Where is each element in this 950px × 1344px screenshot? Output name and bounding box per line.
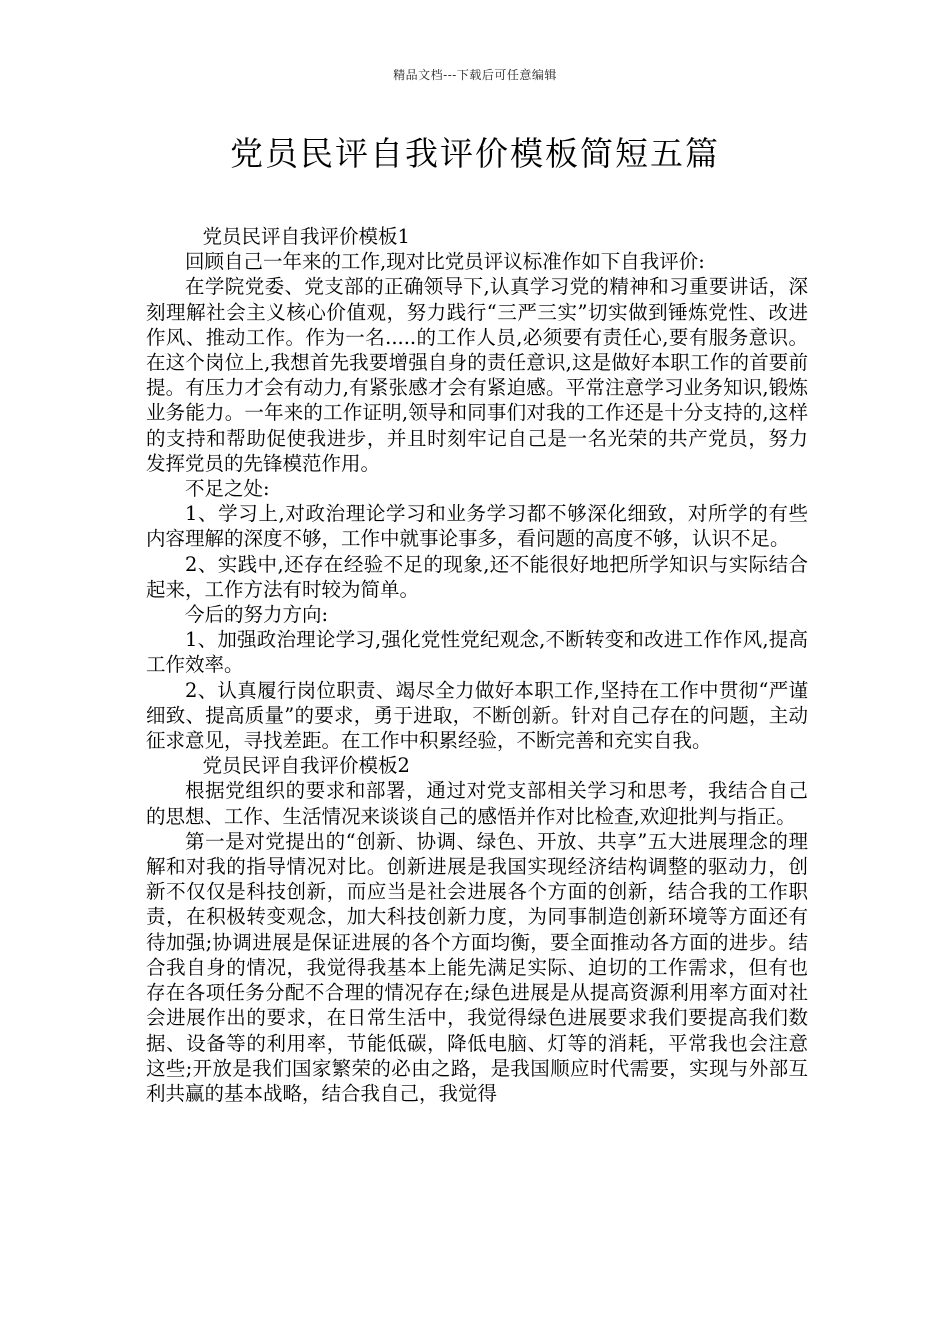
paragraph: 1、加强政治理论学习,强化党性党纪观念,不断转变和改进工作作风,提高工作效率。 [146,628,808,677]
document-title: 党员民评自我评价模板简短五篇 [230,134,720,173]
paragraph: 2、实践中,还存在经验不足的现象,还不能很好地把所学知识与实际结合起来，工作方法有时较为简单。 [146,552,808,601]
paragraph: 2、认真履行岗位职责、竭尽全力做好本职工作,坚持在工作中贯彻“严谨细致、提高质量”的要求，勇于进取，不断创新。针对自己存在的问题，主动征求意见，寻找差距。在工作中积累经验，不断完善和充实自我。 [146,678,808,753]
paragraph: 第一是对党提出的“创新、协调、绿色、开放、共享”五大进展理念的理解和对我的指导情况对比。创新进展是我国实现经济结构调整的驱动力，创新不仅仅是科技创新，而应当是社会进展各个方面的创新，结合我的工作职责，在积极转变观念，加大科技创新力度，为同事制造创新环境等方面还有待加强;协调进展是保证进展的各个方面均衡，要全面推动各方面的进步。结合我自身的情况，我觉得我基本上能先满足实际、迫切的工作需求，但有也存在各项任务分配不合理的情况存在;绿色进展是从提高资源利用率方面对社会进展作出的要求，在日常生活中，我觉得绿色进展要求我们要提高我们数据、设备等的利用率，节能低碳，降低电脑、灯等的消耗，平常我也会注意这些;开放是我们国家繁荣的必由之路，是我国顺应时代需要，实现与外部互利共赢的基本战略，结合我自己，我觉得 [146,829,808,1105]
paragraph: 今后的努力方向: [185,603,329,627]
paragraph: 回顾自己一年来的工作,现对比党员评议标准作如下自我评价: [185,250,705,274]
paragraph: 在学院党委、党支部的正确领导下,认真学习党的精神和习重要讲话，深刻理解社会主义核心价值观，努力践行“三严三实”切实做到锤炼党性、改进作风、推动工作。作为一名.....的工作人员,必须要有责任心,要有服务意识。在这个岗位上,我想首先我要增强自身的责任意识,这是做好本职工作的首要前提。有压力才会有动力,有紧张感才会有紧迫感。平常注意学习业务知识,锻炼业务能力。一年来的工作证明,领导和同事们对我的工作还是十分支持的,这样的支持和帮助促使我进步，并且时刻牢记自己是一名光荣的共产党员，努力发挥党员的先锋模范作用。 [146,275,808,475]
paragraph: 不足之处: [185,477,270,501]
paragraph: 根据党组织的要求和部署，通过对党支部相关学习和思考，我结合自己的思想、工作、生活情况来谈谈自己的感悟并作对比检查,欢迎批判与指正。 [146,779,808,828]
section-heading-1: 党员民评自我评价模板1 [202,225,410,248]
paragraph: 1、学习上,对政治理论学习和业务学习都不够深化细致，对所学的有些内容理解的深度不够，工作中就事论事多，看问题的高度不够，认识不足。 [146,502,808,551]
section-heading-2: 党员民评自我评价模板2 [202,754,410,778]
header-note: 精品文档---下载后可任意编辑 [393,68,557,82]
document-body [146,224,808,1106]
